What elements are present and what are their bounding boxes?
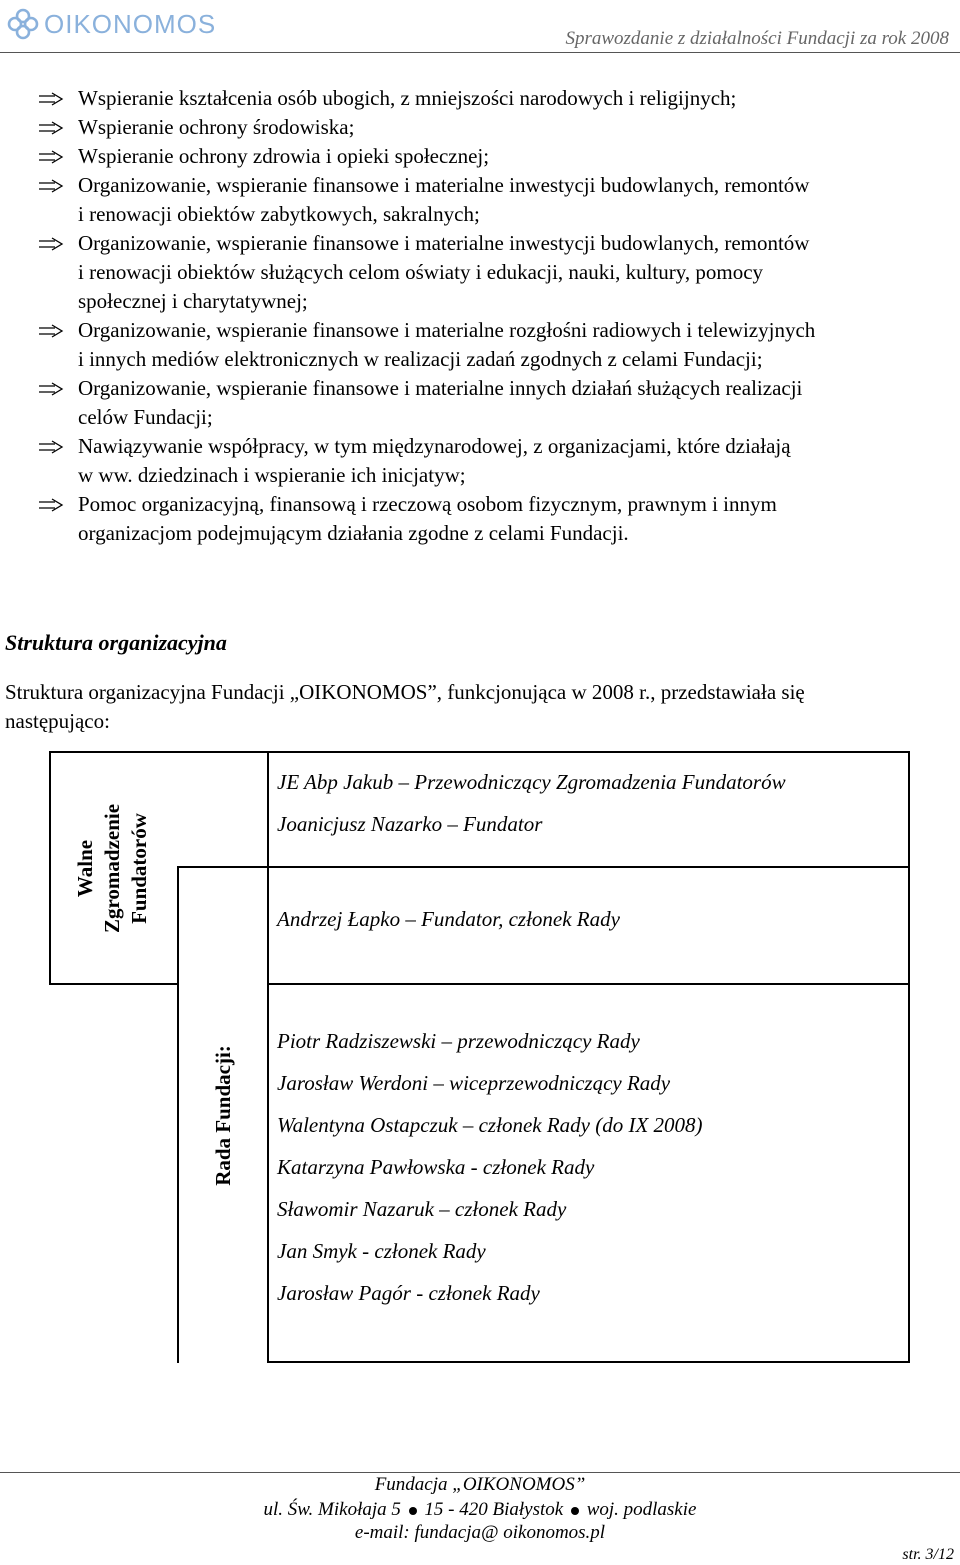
goal-list-item [38, 316, 943, 374]
footer-address [0, 1499, 960, 1521]
implies-arrow-icon [38, 92, 64, 106]
goal-text-line: Pomoc organizacyjną, finansową i rzeczową osobom fizycznym, prawnym i innym [78, 492, 777, 516]
implies-arrow-icon [38, 440, 64, 454]
goal-list-item [38, 84, 943, 113]
implies-arrow-icon [38, 382, 64, 396]
implies-arrow-icon [38, 150, 64, 164]
goal-list-item [38, 113, 943, 142]
implies-arrow-icon [38, 179, 64, 193]
bullet-dot-icon [409, 1507, 417, 1515]
footer-street: ul. Św. Mikołaja 5 [263, 1499, 401, 1520]
assembly-label-line: Zgromadzenie [100, 803, 125, 933]
footer-divider [0, 1472, 960, 1473]
goal-text-line: Organizowanie, wspieranie finansowe i materialne inwestycji budowlanych, remontów [78, 173, 810, 197]
assembly-label-line: Fundatorów [127, 812, 152, 924]
section-intro [5, 678, 950, 736]
council-label-text: Rada Fundacji: [210, 1044, 235, 1186]
council-member-entry: Katarzyna Pawłowska - członek Rady [277, 1155, 595, 1179]
goal-text-line: organizacjom podejmującym działania zgodne z celami Fundacji. [78, 521, 629, 545]
council-member-entry: Jarosław Werdoni – wiceprzewodniczący Rady [277, 1071, 671, 1095]
implies-arrow-icon [38, 121, 64, 135]
assembly-label-line: Walne [73, 839, 98, 897]
implies-arrow-icon [38, 237, 64, 251]
assembly-label [56, 758, 170, 978]
goal-text-line: celów Fundacji; [78, 405, 213, 429]
founder-entry: Andrzej Łapko – Fundator, członek Rady [277, 907, 620, 931]
intro-line: następująco: [5, 709, 110, 733]
assembly-box-right [908, 751, 910, 985]
goal-text-line: Organizowanie, wspieranie finansowe i materialne innych działań służących realizacji [78, 376, 803, 400]
council-box-left [267, 983, 269, 1363]
council-member-entry: Walentyna Ostapczuk – członek Rady (do IX 2008) [277, 1113, 703, 1137]
founder-entry: Joanicjusz Nazarko – Fundator [277, 812, 543, 836]
council-column-left [177, 866, 179, 1363]
report-title: Sprawozdanie z działalności Fundacji za rok 2008 [565, 28, 949, 49]
goal-text-line: i renowacji obiektów zabytkowych, sakralnych; [78, 202, 480, 226]
council-member-entry: Jarosław Pagór - członek Rady [277, 1281, 540, 1305]
goal-list-item [38, 432, 943, 490]
logo-emblem-icon [6, 7, 40, 41]
goal-text-line: Nawiązywanie współpracy, w tym międzynarodowej, z organizacjami, które działają [78, 434, 791, 458]
goal-list-item [38, 374, 943, 432]
council-member-entry: Piotr Radziszewski – przewodniczący Rady [277, 1029, 640, 1053]
bullet-dot-icon [571, 1507, 579, 1515]
council-label [180, 990, 266, 1240]
logo-text: OIKONOMOS [44, 8, 217, 39]
goal-text-line: i renowacji obiektów służących celom oświaty i edukacji, nauki, kultury, pomocy [78, 260, 764, 284]
goal-text-line: społecznej i charytatywnej; [78, 289, 308, 313]
assembly-box-bottom-left [49, 983, 177, 985]
goal-text-line: Wspieranie kształcenia osób ubogich, z mniejszości narodowych i religijnych; [78, 86, 737, 110]
intro-line: Struktura organizacyjna Fundacji „OIKONOMOS”, funkcjonująca w 2008 r., przedstawiała się [5, 680, 805, 704]
council-member-entry: Sławomir Nazaruk – członek Rady [277, 1197, 567, 1221]
goal-text-line: Wspieranie ochrony zdrowia i opieki społecznej; [78, 144, 490, 168]
header-divider [0, 52, 960, 53]
assembly-box-left [49, 751, 51, 985]
founders-box-left [267, 751, 269, 985]
assembly-box-top [49, 751, 910, 753]
goal-list-item [38, 142, 943, 171]
goal-text-line: w ww. dziedzinach i wspieranie ich inicjatyw; [78, 463, 466, 487]
page-number: str. 3/12 [902, 1546, 954, 1563]
implies-arrow-icon [38, 324, 64, 338]
goal-list-item [38, 490, 943, 548]
footer-foundation-name: Fundacja „OIKONOMOS” [374, 1474, 586, 1495]
goal-text-line: Wspieranie ochrony środowiska; [78, 115, 355, 139]
goal-text-line: Organizowanie, wspieranie finansowe i materialne inwestycji budowlanych, remontów [78, 231, 810, 255]
page-header [0, 0, 960, 54]
founders-divider [177, 866, 910, 868]
section-title: Struktura organizacyjna [5, 630, 227, 655]
footer-email[interactable]: e-mail: fundacja@ oikonomos.pl [354, 1522, 606, 1543]
goal-list-item [38, 171, 943, 229]
goal-text-line: i innych mediów elektronicznych w realizacji zadań zgodnych z celami Fundacji; [78, 347, 763, 371]
founder-entry: JE Abp Jakub – Przewodniczący Zgromadzenia Fundatorów [277, 770, 786, 794]
footer-region: woj. podlaskie [586, 1499, 697, 1520]
goal-list-item [38, 229, 943, 316]
council-box-bottom [267, 1361, 910, 1363]
council-member-entry: Jan Smyk - członek Rady [277, 1239, 486, 1263]
logo [6, 4, 216, 44]
council-box-right [908, 983, 910, 1363]
goal-text-line: Organizowanie, wspieranie finansowe i materialne rozgłośni radiowych i telewizyjnych [78, 318, 816, 342]
implies-arrow-icon [38, 498, 64, 512]
founders-box-bottom [267, 983, 910, 985]
statute-goals-list [38, 84, 943, 548]
footer-city: 15 - 420 Białystok [424, 1499, 564, 1520]
